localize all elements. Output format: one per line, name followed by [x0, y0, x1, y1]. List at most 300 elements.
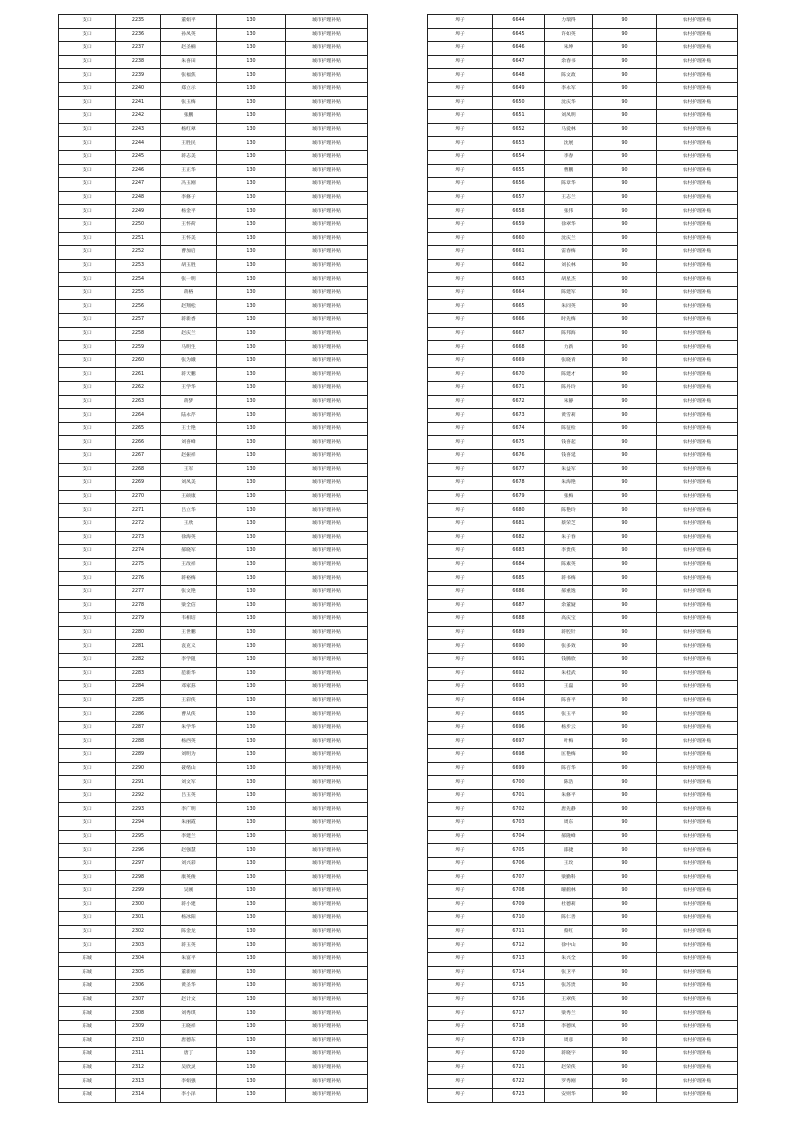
- amount-cell: 90: [593, 545, 657, 559]
- id-cell: 6649: [493, 82, 545, 96]
- amount-cell: 130: [217, 273, 286, 287]
- region-cell: 埠子: [428, 980, 493, 994]
- subsidy-type-cell: 城市护理补贴: [286, 273, 368, 287]
- table-row: [428, 776, 738, 790]
- table-row: [428, 463, 738, 477]
- table-row: [59, 55, 368, 69]
- region-cell: 埠子: [428, 382, 493, 396]
- table-row: [59, 613, 368, 627]
- region-cell: 埠子: [428, 341, 493, 355]
- region-cell: 支口: [59, 28, 116, 42]
- id-cell: 6647: [493, 55, 545, 69]
- id-cell: 6664: [493, 286, 545, 300]
- region-cell: 埠子: [428, 409, 493, 423]
- region-cell: 支口: [59, 232, 116, 246]
- amount-cell: 90: [593, 15, 657, 29]
- region-cell: 支口: [59, 15, 116, 29]
- subsidy-type-cell: 农村护理补贴: [657, 55, 738, 69]
- amount-cell: 90: [593, 613, 657, 627]
- amount-cell: 90: [593, 885, 657, 899]
- amount-cell: 130: [217, 925, 286, 939]
- table-row: [59, 354, 368, 368]
- id-cell: 6701: [493, 789, 545, 803]
- amount-cell: 90: [593, 803, 657, 817]
- region-cell: 埠子: [428, 599, 493, 613]
- subsidy-type-cell: 农村护理补贴: [657, 259, 738, 273]
- id-cell: 6696: [493, 721, 545, 735]
- region-cell: 支口: [59, 749, 116, 763]
- name-cell: 王军: [161, 463, 217, 477]
- amount-cell: 130: [217, 42, 286, 56]
- table-row: [59, 422, 368, 436]
- subsidy-type-cell: 农村护理补贴: [657, 382, 738, 396]
- id-cell: 2269: [116, 477, 161, 491]
- table-row: [59, 1088, 368, 1102]
- name-cell: 蒋天鹏: [161, 368, 217, 382]
- amount-cell: 130: [217, 599, 286, 613]
- region-cell: 支口: [59, 817, 116, 831]
- amount-cell: 130: [217, 653, 286, 667]
- amount-cell: 130: [217, 694, 286, 708]
- region-cell: 支口: [59, 558, 116, 572]
- id-cell: 6658: [493, 205, 545, 219]
- name-cell: 朱桂武: [545, 667, 593, 681]
- region-cell: 埠子: [428, 898, 493, 912]
- region-cell: 埠子: [428, 218, 493, 232]
- id-cell: 2308: [116, 1007, 161, 1021]
- table-row: [59, 409, 368, 423]
- name-cell: 朱富平: [161, 952, 217, 966]
- id-cell: 6720: [493, 1048, 545, 1062]
- table-row: [59, 1020, 368, 1034]
- subsidy-type-cell: 农村护理补贴: [657, 531, 738, 545]
- name-cell: 陈仁善: [545, 912, 593, 926]
- table-row: [59, 178, 368, 192]
- id-cell: 2271: [116, 504, 161, 518]
- name-cell: 朱子春: [545, 531, 593, 545]
- table-row: [59, 857, 368, 871]
- region-cell: 支口: [59, 504, 116, 518]
- region-cell: 埠子: [428, 259, 493, 273]
- region-cell: 支口: [59, 844, 116, 858]
- amount-cell: 130: [217, 137, 286, 151]
- amount-cell: 90: [593, 42, 657, 56]
- subsidy-type-cell: 农村护理补贴: [657, 721, 738, 735]
- table-row: [428, 885, 738, 899]
- name-cell: 时先梅: [545, 314, 593, 328]
- table-row: [59, 531, 368, 545]
- name-cell: 范新华: [161, 667, 217, 681]
- id-cell: 6714: [493, 966, 545, 980]
- region-cell: 东城: [59, 1034, 116, 1048]
- id-cell: 6677: [493, 463, 545, 477]
- region-cell: 埠子: [428, 844, 493, 858]
- name-cell: 马明生: [161, 341, 217, 355]
- subsidy-type-cell: 城市护理补贴: [286, 613, 368, 627]
- name-cell: 张福焦: [161, 69, 217, 83]
- subsidy-type-cell: 农村护理补贴: [657, 885, 738, 899]
- amount-cell: 90: [593, 123, 657, 137]
- table-row: [428, 164, 738, 178]
- name-cell: 郝晓军: [161, 545, 217, 559]
- subsidy-type-cell: 城市护理补贴: [286, 762, 368, 776]
- table-row: [428, 28, 738, 42]
- region-cell: 埠子: [428, 96, 493, 110]
- subsidy-type-cell: 农村护理补贴: [657, 762, 738, 776]
- id-cell: 6704: [493, 830, 545, 844]
- subsidy-type-cell: 城市护理补贴: [286, 572, 368, 586]
- region-cell: 支口: [59, 857, 116, 871]
- name-cell: 胡星杰: [545, 273, 593, 287]
- region-cell: 支口: [59, 626, 116, 640]
- subsidy-type-cell: 城市护理补贴: [286, 708, 368, 722]
- amount-cell: 90: [593, 817, 657, 831]
- id-cell: 6684: [493, 558, 545, 572]
- region-cell: 支口: [59, 653, 116, 667]
- region-cell: 支口: [59, 490, 116, 504]
- table-row: [59, 477, 368, 491]
- name-cell: 王怀荷: [161, 218, 217, 232]
- table-row: [59, 830, 368, 844]
- subsidy-type-cell: 农村护理补贴: [657, 1007, 738, 1021]
- amount-cell: 130: [217, 1020, 286, 1034]
- subsidy-type-cell: 农村护理补贴: [657, 69, 738, 83]
- id-cell: 2312: [116, 1061, 161, 1075]
- table-row: [428, 218, 738, 232]
- region-cell: 埠子: [428, 504, 493, 518]
- table-row: [428, 1088, 738, 1102]
- table-row: [59, 653, 368, 667]
- id-cell: 2295: [116, 830, 161, 844]
- subsidy-type-cell: 城市护理补贴: [286, 871, 368, 885]
- name-cell: 刘文军: [161, 776, 217, 790]
- amount-cell: 90: [593, 504, 657, 518]
- id-cell: 2235: [116, 15, 161, 29]
- table-row: [428, 817, 738, 831]
- region-cell: 支口: [59, 191, 116, 205]
- id-cell: 6646: [493, 42, 545, 56]
- amount-cell: 90: [593, 436, 657, 450]
- id-cell: 6667: [493, 327, 545, 341]
- subsidy-type-cell: 农村护理补贴: [657, 314, 738, 328]
- name-cell: 张梅: [545, 490, 593, 504]
- id-cell: 6690: [493, 640, 545, 654]
- table-row: [428, 517, 738, 531]
- region-cell: 埠子: [428, 653, 493, 667]
- region-cell: 支口: [59, 898, 116, 912]
- amount-cell: 130: [217, 939, 286, 953]
- name-cell: 王学华: [161, 382, 217, 396]
- amount-cell: 90: [593, 1007, 657, 1021]
- id-cell: 6693: [493, 681, 545, 695]
- table-row: [59, 993, 368, 1007]
- table-row: [428, 82, 738, 96]
- table-row: [428, 246, 738, 260]
- name-cell: 沈庆华: [545, 96, 593, 110]
- region-cell: 支口: [59, 110, 116, 124]
- subsidy-type-cell: 农村护理补贴: [657, 517, 738, 531]
- id-cell: 6668: [493, 341, 545, 355]
- table-row: [59, 110, 368, 124]
- region-cell: 支口: [59, 667, 116, 681]
- table-row: [59, 939, 368, 953]
- region-cell: 埠子: [428, 205, 493, 219]
- id-cell: 2260: [116, 354, 161, 368]
- id-cell: 6652: [493, 123, 545, 137]
- id-cell: 2256: [116, 300, 161, 314]
- region-cell: 埠子: [428, 681, 493, 695]
- id-cell: 2274: [116, 545, 161, 559]
- amount-cell: 90: [593, 776, 657, 790]
- name-cell: 刘秀琪: [161, 1007, 217, 1021]
- subsidy-type-cell: 农村护理补贴: [657, 939, 738, 953]
- amount-cell: 130: [217, 830, 286, 844]
- id-cell: 6644: [493, 15, 545, 29]
- region-cell: 埠子: [428, 531, 493, 545]
- table-row: [428, 273, 738, 287]
- table-row: [428, 613, 738, 627]
- name-cell: 郑立示: [161, 82, 217, 96]
- table-row: [428, 993, 738, 1007]
- table-row: [59, 925, 368, 939]
- name-cell: 杨红翠: [161, 123, 217, 137]
- subsidy-type-cell: 农村护理补贴: [657, 395, 738, 409]
- amount-cell: 130: [217, 721, 286, 735]
- id-cell: 2275: [116, 558, 161, 572]
- id-cell: 2245: [116, 150, 161, 164]
- table-row: [428, 667, 738, 681]
- table-row: [428, 150, 738, 164]
- subsidy-type-cell: 城市护理补贴: [286, 382, 368, 396]
- id-cell: 2250: [116, 218, 161, 232]
- subsidy-type-cell: 城市护理补贴: [286, 626, 368, 640]
- id-cell: 2284: [116, 681, 161, 695]
- subsidy-type-cell: 城市护理补贴: [286, 218, 368, 232]
- amount-cell: 130: [217, 82, 286, 96]
- subsidy-type-cell: 城市护理补贴: [286, 409, 368, 423]
- id-cell: 2247: [116, 178, 161, 192]
- name-cell: 安则华: [545, 1088, 593, 1102]
- region-cell: 支口: [59, 42, 116, 56]
- subsidy-type-cell: 城市护理补贴: [286, 286, 368, 300]
- region-cell: 埠子: [428, 1075, 493, 1089]
- table-row: [59, 150, 368, 164]
- table-row: [428, 341, 738, 355]
- table-row: [428, 327, 738, 341]
- name-cell: 陈邦海: [545, 327, 593, 341]
- subsidy-type-cell: 农村护理补贴: [657, 110, 738, 124]
- subsidy-type-cell: 城市护理补贴: [286, 1088, 368, 1102]
- subsidy-type-cell: 农村护理补贴: [657, 585, 738, 599]
- id-cell: 2299: [116, 885, 161, 899]
- table-row: [428, 966, 738, 980]
- amount-cell: 90: [593, 1048, 657, 1062]
- amount-cell: 130: [217, 490, 286, 504]
- id-cell: 2290: [116, 762, 161, 776]
- name-cell: 吕玉英: [161, 789, 217, 803]
- id-cell: 6661: [493, 246, 545, 260]
- name-cell: 陈艳玲: [545, 504, 593, 518]
- amount-cell: 90: [593, 640, 657, 654]
- table-row: [428, 898, 738, 912]
- amount-cell: 90: [593, 517, 657, 531]
- name-cell: 黄雪莉: [545, 409, 593, 423]
- id-cell: 2268: [116, 463, 161, 477]
- name-cell: 朱坤: [545, 42, 593, 56]
- id-cell: 6700: [493, 776, 545, 790]
- subsidy-type-cell: 农村护理补贴: [657, 966, 738, 980]
- subsidy-type-cell: 农村护理补贴: [657, 1075, 738, 1089]
- amount-cell: 130: [217, 327, 286, 341]
- name-cell: 陈章华: [545, 178, 593, 192]
- amount-cell: 130: [217, 314, 286, 328]
- amount-cell: 130: [217, 1061, 286, 1075]
- amount-cell: 90: [593, 69, 657, 83]
- region-cell: 支口: [59, 871, 116, 885]
- name-cell: 王正华: [161, 164, 217, 178]
- amount-cell: 130: [217, 871, 286, 885]
- id-cell: 6671: [493, 382, 545, 396]
- subsidy-type-cell: 城市护理补贴: [286, 993, 368, 1007]
- id-cell: 6660: [493, 232, 545, 246]
- region-cell: 支口: [59, 585, 116, 599]
- amount-cell: 130: [217, 572, 286, 586]
- region-cell: 埠子: [428, 314, 493, 328]
- id-cell: 2257: [116, 314, 161, 328]
- subsidy-type-cell: 农村护理补贴: [657, 137, 738, 151]
- table-row: [59, 286, 368, 300]
- table-row: [428, 450, 738, 464]
- subsidy-type-cell: 城市护理补贴: [286, 246, 368, 260]
- subsidy-type-cell: 城市护理补贴: [286, 164, 368, 178]
- subsidy-type-cell: 农村护理补贴: [657, 246, 738, 260]
- id-cell: 6689: [493, 626, 545, 640]
- table-row: [428, 69, 738, 83]
- right-roster-body: [428, 15, 738, 1103]
- name-cell: 李娟强: [161, 1075, 217, 1089]
- subsidy-type-cell: 农村护理补贴: [657, 82, 738, 96]
- subsidy-type-cell: 农村护理补贴: [657, 572, 738, 586]
- subsidy-type-cell: 城市护理补贴: [286, 69, 368, 83]
- id-cell: 6666: [493, 314, 545, 328]
- table-row: [428, 762, 738, 776]
- region-cell: 埠子: [428, 966, 493, 980]
- subsidy-type-cell: 城市护理补贴: [286, 327, 368, 341]
- name-cell: 刘凤美: [161, 477, 217, 491]
- region-cell: 埠子: [428, 871, 493, 885]
- id-cell: 6722: [493, 1075, 545, 1089]
- id-cell: 2254: [116, 273, 161, 287]
- table-row: [59, 667, 368, 681]
- subsidy-type-cell: 城市护理补贴: [286, 96, 368, 110]
- id-cell: 2253: [116, 259, 161, 273]
- subsidy-type-cell: 农村护理补贴: [657, 545, 738, 559]
- amount-cell: 130: [217, 259, 286, 273]
- subsidy-type-cell: 农村护理补贴: [657, 558, 738, 572]
- id-cell: 2306: [116, 980, 161, 994]
- amount-cell: 130: [217, 178, 286, 192]
- name-cell: 朱静: [545, 395, 593, 409]
- amount-cell: 130: [217, 789, 286, 803]
- amount-cell: 130: [217, 708, 286, 722]
- amount-cell: 90: [593, 830, 657, 844]
- name-cell: 匡艳梅: [545, 749, 593, 763]
- id-cell: 2298: [116, 871, 161, 885]
- table-row: [59, 844, 368, 858]
- name-cell: 许如英: [545, 28, 593, 42]
- subsidy-type-cell: 城市护理补贴: [286, 640, 368, 654]
- region-cell: 支口: [59, 789, 116, 803]
- table-row: [59, 885, 368, 899]
- id-cell: 6715: [493, 980, 545, 994]
- id-cell: 6703: [493, 817, 545, 831]
- table-row: [428, 626, 738, 640]
- amount-cell: 90: [593, 558, 657, 572]
- id-cell: 6680: [493, 504, 545, 518]
- subsidy-type-cell: 农村护理补贴: [657, 1048, 738, 1062]
- table-row: [59, 681, 368, 695]
- amount-cell: 90: [593, 1061, 657, 1075]
- region-cell: 埠子: [428, 558, 493, 572]
- name-cell: 王彩侠: [161, 694, 217, 708]
- table-row: [59, 246, 368, 260]
- amount-cell: 130: [217, 436, 286, 450]
- amount-cell: 90: [593, 789, 657, 803]
- table-row: [59, 871, 368, 885]
- amount-cell: 90: [593, 314, 657, 328]
- amount-cell: 130: [217, 28, 286, 42]
- amount-cell: 130: [217, 952, 286, 966]
- subsidy-type-cell: 城市护理补贴: [286, 925, 368, 939]
- subsidy-type-cell: 农村护理补贴: [657, 613, 738, 627]
- name-cell: 陈征检: [545, 422, 593, 436]
- subsidy-type-cell: 城市护理补贴: [286, 585, 368, 599]
- region-cell: 支口: [59, 613, 116, 627]
- subsidy-type-cell: 城市护理补贴: [286, 55, 368, 69]
- amount-cell: 130: [217, 613, 286, 627]
- amount-cell: 130: [217, 150, 286, 164]
- region-cell: 支口: [59, 681, 116, 695]
- id-cell: 6685: [493, 572, 545, 586]
- id-cell: 2276: [116, 572, 161, 586]
- table-row: [59, 395, 368, 409]
- table-row: [59, 368, 368, 382]
- subsidy-type-cell: 农村护理补贴: [657, 286, 738, 300]
- amount-cell: 90: [593, 490, 657, 504]
- region-cell: 支口: [59, 246, 116, 260]
- name-cell: 赵庆兰: [161, 327, 217, 341]
- table-row: [428, 830, 738, 844]
- amount-cell: 130: [217, 15, 286, 29]
- table-row: [428, 422, 738, 436]
- name-cell: 朱海艳: [545, 477, 593, 491]
- amount-cell: 90: [593, 259, 657, 273]
- name-cell: 杨西英: [161, 735, 217, 749]
- region-cell: 埠子: [428, 735, 493, 749]
- amount-cell: 90: [593, 450, 657, 464]
- id-cell: 6723: [493, 1088, 545, 1102]
- subsidy-type-cell: 城市护理补贴: [286, 681, 368, 695]
- table-row: [59, 721, 368, 735]
- subsidy-type-cell: 农村护理补贴: [657, 749, 738, 763]
- name-cell: 曹鹏: [545, 164, 593, 178]
- id-cell: 2282: [116, 653, 161, 667]
- region-cell: 埠子: [428, 1048, 493, 1062]
- region-cell: 东城: [59, 1007, 116, 1021]
- subsidy-type-cell: 城市护理补贴: [286, 966, 368, 980]
- table-row: [428, 477, 738, 491]
- id-cell: 2242: [116, 110, 161, 124]
